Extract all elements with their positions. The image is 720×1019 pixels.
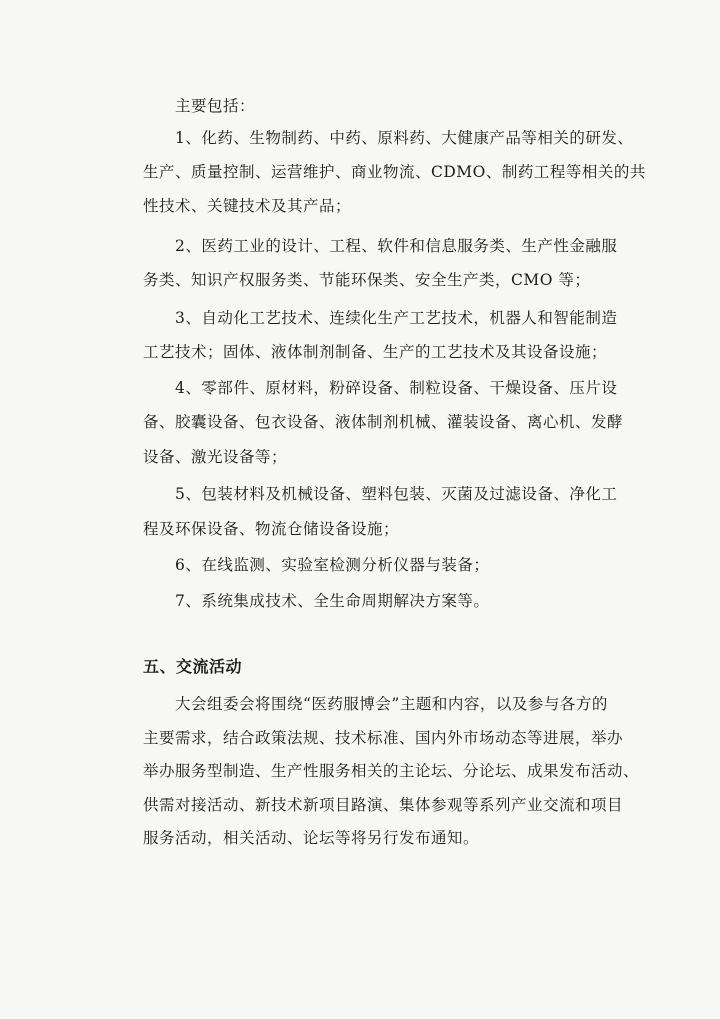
item-4-line-1: 4、零部件、原材料，粉碎设备、制粒设备、干燥设备、压片设 [175,379,618,397]
item-4-line-2: 备、胶囊设备、包衣设备、液体制剂机械、灌装设备、离心机、发酵 [143,413,624,431]
item-4-line-3: 设备、激光设备等； [143,448,288,466]
item-1-line-2: 生产、质量控制、运营维护、商业物流、CDMO、制药工程等相关的共 [143,163,646,181]
item-1-line-3: 性技术、关键技术及其产品； [143,197,352,215]
item-2-line-2: 务类、知识产权服务类、节能环保类、安全生产类，CMO 等； [143,271,591,289]
section-5-line-5: 服务活动，相关活动、论坛等将另行发布通知。 [143,829,480,847]
item-2-line-1: 2、医药工业的设计、工程、软件和信息服务类、生产性金融服 [175,237,618,255]
item-1-line-1: 1、化药、生物制药、中药、原料药、大健康产品等相关的研发、 [175,129,634,147]
section-5-line-1: 大会组委会将围绕“医药服博会”主题和内容，以及参与各方的 [175,695,608,713]
section-5-line-2: 主要需求，结合政策法规、技术标准、国内外市场动态等进展，举办 [143,729,624,747]
section-5-line-4: 供需对接活动、新技术新项目路演、集体参观等系列产业交流和项目 [143,796,624,814]
section-5-heading: 五、交流活动 [143,657,243,676]
item-3-line-1: 3、自动化工艺技术、连续化生产工艺技术，机器人和智能制造 [175,309,618,327]
item-6-line-1: 6、在线监测、实验室检测分析仪器与装备； [175,556,490,574]
item-7-line-1: 7、系统集成技术、全生命周期解决方案等。 [175,592,490,610]
intro-text: 主要包括： [175,97,256,115]
item-5-line-1: 5、包装材料及机械设备、塑料包装、灭菌及过滤设备、净化工 [175,485,618,503]
item-5-line-2: 程及环保设备、物流仓储设备设施； [143,520,400,538]
item-3-line-2: 工艺技术；固体、液体制剂制备、生产的工艺技术及其设备设施； [143,343,608,361]
section-5-line-3: 举办服务型制造、生产性服务相关的主论坛、分论坛、成果发布活动、 [143,762,640,780]
